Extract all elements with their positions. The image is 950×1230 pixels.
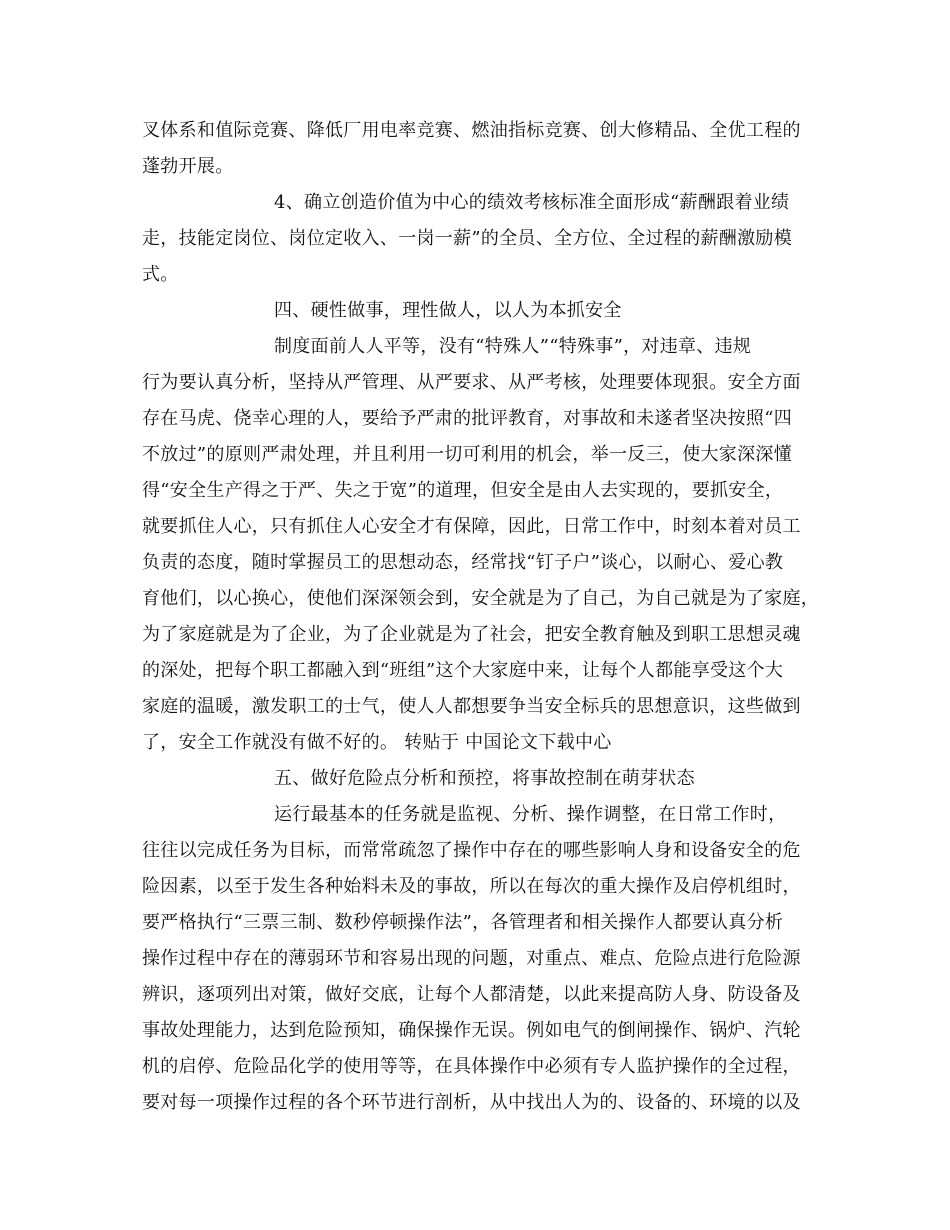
paragraph-line: 的深处，把每个职工都融入到“班组”这个大家庭中来，让每个人都能享受这个大 <box>142 660 784 681</box>
paragraph-line: 不放过”的原则严肃处理，并且利用一切可利用的机会，举一反三，使大家深深懂 <box>142 444 792 465</box>
paragraph-line: 叉体系和值际竞赛、降低厂用电率竞赛、燃油指标竞赛、创大修精品、全优工程的 <box>142 120 801 141</box>
paragraph-line: 式。 <box>142 264 179 285</box>
paragraph-line: 就要抓住人心，只有抓住人心安全才有保障，因此，日常工作中，时刻本着对员工 <box>142 516 801 537</box>
paragraph-line: 了，安全工作就没有做不好的。 转贴于 中国论文下载中心 <box>142 732 612 753</box>
paragraph-line: 往往以完成任务为目标，而常常疏忽了操作中存在的哪些影响人身和设备安全的危 <box>142 840 801 861</box>
paragraph-line: 要对每一项操作过程的各个环节进行剖析，从中找出人为的、设备的、环境的以及 <box>142 1092 801 1113</box>
paragraph-line: 4、确立创造价值为中心的绩效考核标准全面形成“薪酬跟着业绩 <box>274 192 790 213</box>
paragraph-line: 蓬勃开展。 <box>142 156 234 177</box>
paragraph-line: 事故处理能力，达到危险预知，确保操作无误。例如电气的倒闸操作、锅炉、汽轮 <box>142 1020 801 1041</box>
paragraph-line: 险因素，以至于发生各种始料未及的事故，所以在每次的重大操作及启停机组时， <box>142 876 801 897</box>
section-heading: 五、做好危险点分析和预控，将事故控制在萌芽状态 <box>274 768 695 789</box>
paragraph-line: 存在马虎、侥幸心理的人，要给予严肃的批评教育，对事故和未遂者坚决按照“四 <box>142 408 792 429</box>
paragraph-line: 操作过程中存在的薄弱环节和容易出现的问题，对重点、难点、危险点进行危险源 <box>142 948 801 969</box>
paragraph-line: 机的启停、危险品化学的使用等等，在具体操作中必须有专人监护操作的全过程， <box>142 1056 801 1077</box>
paragraph-line: 走，技能定岗位、岗位定收入、一岗一薪”的全员、全方位、全过程的薪酬激励模 <box>142 228 792 249</box>
paragraph-line: 要严格执行“三票三制、数秒停顿操作法”，各管理者和相关操作人都要认真分析 <box>142 912 784 933</box>
paragraph-line: 行为要认真分析，坚持从严管理、从严要求、从严考核，处理要体现狠。安全方面 <box>142 372 801 393</box>
paragraph-line: 制度面前人人平等，没有“特殊人”“特殊事”，对违章、违规 <box>274 336 752 357</box>
paragraph-line: 家庭的温暖，激发职工的士气，使人人都想要争当安全标兵的思想意识，这些做到 <box>142 696 801 717</box>
paragraph-line: 育他们，以心换心，使他们深深领会到，安全就是为了自己，为自己就是为了家庭， <box>142 588 820 609</box>
paragraph-line: 得“安全生产得之于严、失之于宽”的道理，但安全是由人去实现的，要抓安全， <box>142 480 784 501</box>
paragraph-line: 负责的态度，随时掌握员工的思想动态，经常找“钉子户”谈心，以耐心、爱心教 <box>142 552 784 573</box>
paragraph-line: 运行最基本的任务就是监视、分析、操作调整，在日常工作时， <box>274 804 787 825</box>
paragraph-line: 为了家庭就是为了企业，为了企业就是为了社会，把安全教育触及到职工思想灵魂 <box>142 624 801 645</box>
section-heading: 四、硬性做事，理性做人，以人为本抓安全 <box>274 300 622 321</box>
paragraph-line: 辨识，逐项列出对策，做好交底，让每个人都清楚，以此来提高防人身、防设备及 <box>142 984 801 1005</box>
